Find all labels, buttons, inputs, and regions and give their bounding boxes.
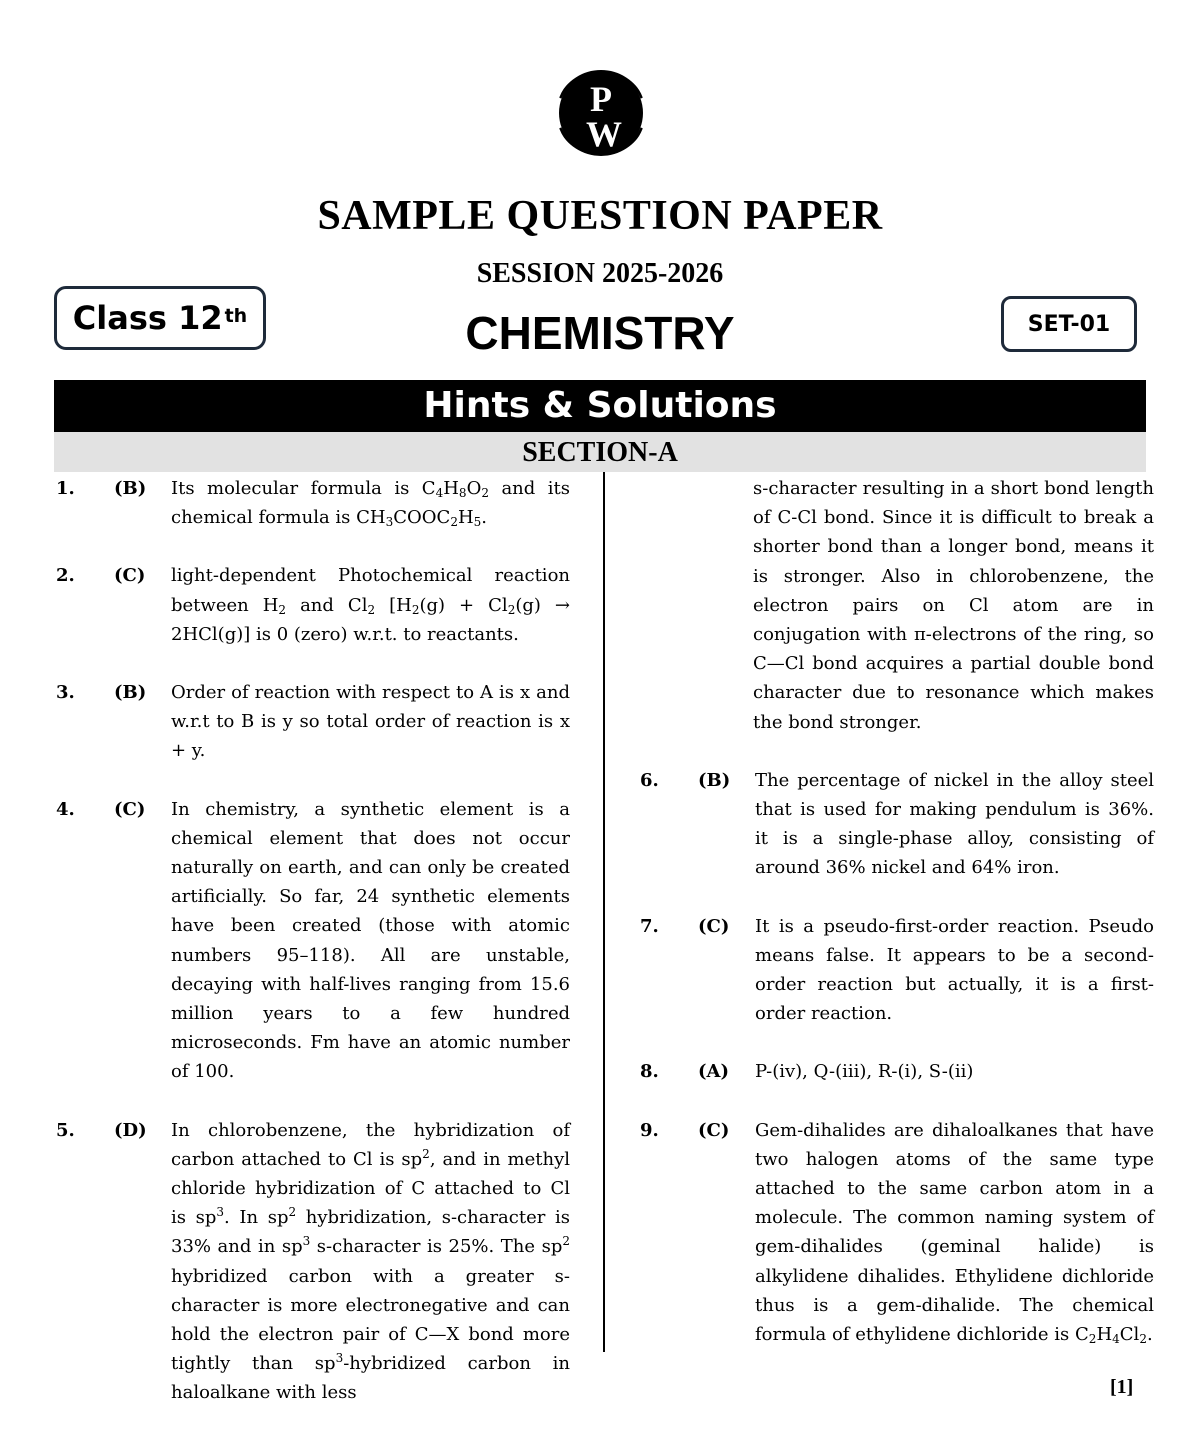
answer-option: (C) — [114, 565, 146, 587]
answer-option: (A) — [698, 1061, 729, 1083]
question-number: 1. — [56, 478, 75, 499]
answer-option: (C) — [114, 798, 146, 820]
answer-text: It is a pseudo-first-order reaction. Pseudo means false. It appears to be a second-order reaction but actually, it is a first-order reaction. — [755, 915, 1154, 1025]
answer-item — [638, 1057, 1154, 1086]
answer-option: (B) — [114, 682, 147, 704]
answer-item — [638, 1116, 1154, 1350]
question-number: 2. — [56, 565, 75, 587]
answer-text: Gem-dihalides are dihaloalkanes that have two halogen atoms of the same type attached to the same carbon atom in a molecule. The common naming system of gem-dihalides (geminal halide) is alkylidene dihalides. Ethylidene dichloride thus is a gem-dihalide. The chemical formula of ethylidene dichloride is $C_2H_4Cl_2$. — [755, 1119, 1154, 1347]
class-label: Class 12 — [72, 299, 223, 337]
answer-text: P-(iv), Q-(iii), R-(i), S-(ii) — [755, 1061, 974, 1083]
class-badge — [54, 286, 266, 350]
answer-item — [54, 1116, 570, 1408]
question-number: 9. — [640, 1119, 659, 1141]
svg-text:P: P — [590, 79, 612, 119]
column-divider — [603, 472, 605, 1352]
page-number: [1] — [1110, 1376, 1134, 1398]
paper-title: SAMPLE QUESTION PAPER — [317, 193, 883, 239]
answers-left-column — [54, 474, 570, 1437]
subject-title: CHEMISTRY — [465, 307, 735, 359]
section-heading: SECTION-A — [54, 432, 1146, 472]
answer-item — [638, 766, 1154, 883]
session-label: SESSION 2025-2026 — [476, 258, 724, 289]
answer-text: Order of reaction with respect to A is x and w.r.t to B is y so total order of reaction is x + y. — [171, 682, 570, 762]
answer-text: The percentage of nickel in the alloy steel that is used for making pendulum is 36%. it is a single-phase alloy, consisting of around 36% nickel and 64% iron. — [755, 769, 1154, 879]
pw-logo — [546, 58, 656, 168]
answer-item — [54, 561, 570, 649]
answer-continuation: s-character resulting in a short bond length of C-Cl bond. Since it is difficult to break a shorter bond than a longer bond, means it is stronger. Also in chlorobenzene, the electron pairs on Cl atom are in conjugation with π-electrons of the ring, so C—Cl bond acquires a partial double bond character due to resonance which makes the bond stronger. — [753, 478, 1154, 733]
answers-right-column — [638, 474, 1154, 1378]
answer-option: (C) — [698, 915, 730, 937]
question-number: 6. — [640, 769, 659, 791]
solutions-banner: Hints & Solutions — [54, 380, 1146, 432]
answer-text: In chlorobenzene, the hybridization of carbon attached to Cl is $sp^2$, and in methyl chloride hybridization of C attached to Cl is $sp^3$. In $sp^2$ hybridization, s-character is 33% and in $sp^3$ s-character is 25%. The $sp^2$ hybridized carbon with a greater s-character is more electronegative and can hold the electron pair of C—X bond more tightly than $sp^3$-hybridized carbon in haloalkane with less — [171, 1119, 571, 1404]
class-suffix: th — [224, 305, 248, 327]
answer-option: (B) — [114, 478, 147, 499]
question-number: 3. — [56, 682, 75, 704]
svg-text:W: W — [586, 114, 622, 154]
answer-item — [638, 912, 1154, 1029]
answer-option: (C) — [698, 1119, 730, 1141]
answer-option: (D) — [114, 1119, 147, 1141]
answer-item — [54, 474, 570, 532]
question-number: 4. — [56, 798, 75, 820]
answer-text: Its molecular formula is $C_4H_8O_2$ and its chemical formula is $CH_3COOC_2H_5$. — [171, 478, 570, 530]
answer-text: In chemistry, a synthetic element is a chemical element that does not occur naturally on earth, and can only be created artificially. So far, 24 synthetic elements have been created (those with atomic numbers 95–118). All are unstable, decaying with half-lives ranging from 15.6 million years to a few hundred microseconds. Fm have an atomic number of 100. — [171, 798, 570, 1083]
question-number: 7. — [640, 915, 659, 937]
question-number: 5. — [56, 1119, 75, 1141]
answer-option: (B) — [698, 769, 731, 791]
answer-text: light-dependent Photochemical reaction between $H_2$ and $Cl_2$ $[H_2(g) + Cl_2(g) \to 2HCl(g)]$ is 0 (zero) w.r.t. to reactants. — [171, 565, 570, 645]
answer-item — [54, 678, 570, 766]
set-badge: SET-01 — [1001, 296, 1137, 352]
answer-item — [54, 795, 570, 1087]
question-number: 8. — [640, 1061, 659, 1083]
